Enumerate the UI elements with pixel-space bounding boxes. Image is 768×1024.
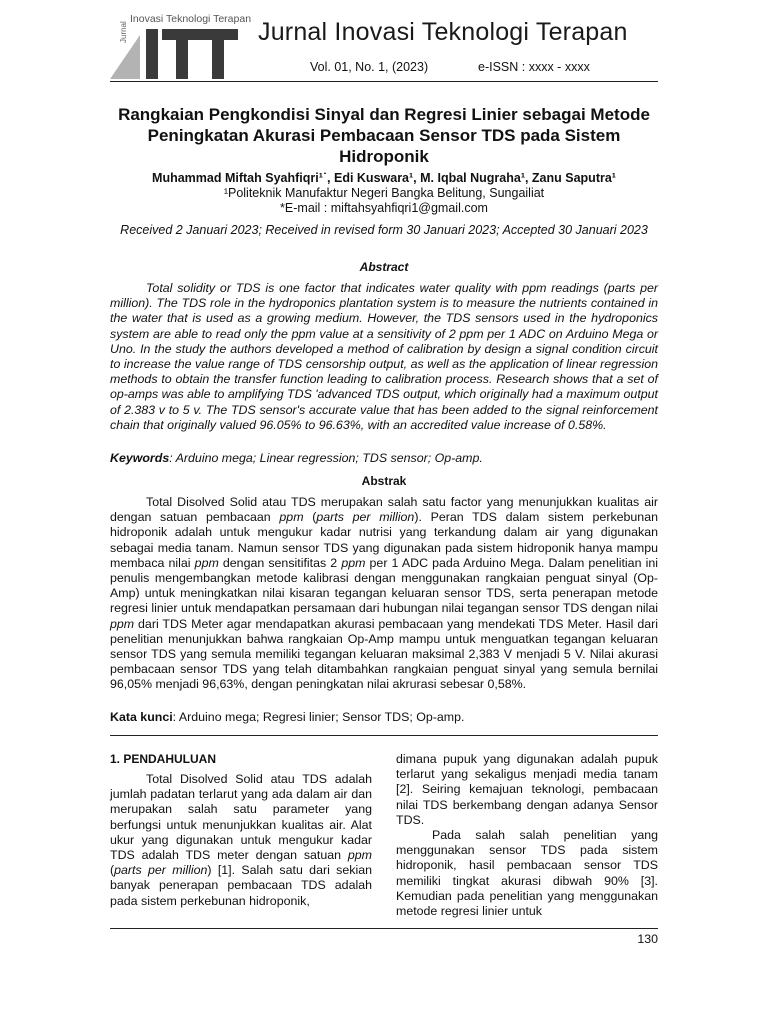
section-heading-pendahuluan: 1. PENDAHULUAN (110, 752, 217, 766)
header-divider (110, 81, 658, 82)
intro-paragraph-3: Pada salah salah penelitian yang menggunakan sensor TDS pada sistem hidroponik, hasil pembacaan sensor TDS memiliki tingkat akurasi dibwah 90% [3]. Kemudian pada penelitian yang menggunakan metode regresi linier untuk (396, 828, 658, 919)
logo-small-title: Inovasi Teknologi Terapan (130, 13, 252, 25)
keywords-en (110, 451, 658, 466)
received-dates: Received 2 Januari 2023; Received in revised form 30 Januari 2023; Accepted 30 Januari 2023 (120, 223, 648, 237)
journal-name: Jurnal Inovasi Teknologi Terapan (258, 18, 628, 46)
abstrak-text: Total Disolved Solid atau TDS merupakan salah satu factor yang menunjukkan kualitas air dengan satuan pembacaan ppm (parts per million). Peran TDS dalam sistem perkebunan hidroponik adalah untuk mengukur kadar nutrisi yang terkandung dalam air yang digunakan sebagai media tanam. Namun sensor TDS yang digunakan pada sistem hidroponik hanya mampu membaca nilai ppm dengan sensitifitas 2 ppm per 1 ADC pada Arduino Mega. Dalam penelitian ini penulis mengembangkan metode kalibrasi dengan menggunakan rangkaian penguat sinyal (Op-Amp) untuk meningkatkan nilai kisaran tegangan keluaran sensor TDS, serta penerapan metode regresi linier untuk mendapatkan persamaan dari hubungan nilai tegangan sensor TDS dengan nilai ppm dari TDS Meter agar mendapatkan akurasi pembacaan yang mendekati TDS Meter. Hasil dari penelitian menunjukkan bahwa rangkaian Op-Amp mampu untuk menguatkan tegangan keluaran sensor TDS yang semula memiliki tegangan keluaran maksimal 2,383 V menjadi 5 V. Nilai akurasi pembacaan sensor TDS yang telah ditambahkan rangkaian penguat sinyal yang semula bernilai 96,05% menjadi 96,63%, dengan peningkatan nilai akrurasi sebesar 0,58%. (110, 495, 658, 692)
keywords-label: Keywords (110, 451, 170, 465)
affiliation-block (110, 186, 658, 216)
affiliation: ¹Politeknik Manufaktur Negeri Bangka Belitung, Sungailiat (223, 186, 545, 200)
right-column (396, 752, 658, 919)
article-authors: Muhammad Miftah Syahfiqri¹˙, Edi Kuswara¹, M. Iqbal Nugraha¹, Zanu Saputra¹ (152, 171, 616, 185)
itt-logo-mark (110, 25, 250, 79)
logo-vertical-text: Jurnal (119, 21, 128, 43)
page-number: 130 (637, 932, 658, 946)
intro-paragraph-2: dimana pupuk yang digunakan adalah pupuk terlarut yang sekaligus menjadi media tanam [2]. Seiring kemajuan teknologi, pembacaan nilai TDS berkembang dengan adanya Sensor TDS. (396, 752, 658, 827)
volume-info: Vol. 01, No. 1, (2023) (310, 60, 429, 74)
keywords-id (110, 710, 658, 725)
abstrak-heading: Abstrak (361, 474, 407, 488)
abstract-text: Total solidity or TDS is one factor that indicates water quality with ppm readings (parts per million). The TDS role in the hydroponics plantation system is to measure the nutrients contained in the water that is used as a growing medium. However, the TDS sensors used in the hydroponics system are able to read only the ppm value at a sensitivity of 2 ppm per 1 ADC on Arduino Mega or Uno. In the study the authors developed a method of calibration by design a signal condition circuit to increase the value range of TDS censorship output, as well as the application of linear regression methods to obtain the transfer function leading to calibration process. Research shows that a set of op-amps was able to amplifying TDS 'advanced TDS output, which originally had a maximum output of 2.383 v to 5 v. The TDS sensor's accurate value that has been added to the signal reinforcement chain that originally valued 96.05% to 96.63%, with an accredited value increase of 0.58%. (110, 281, 658, 432)
kata-kunci-list: : Arduino mega; Regresi linier; Sensor TDS; Op-amp. (172, 710, 465, 724)
section-divider (110, 735, 658, 736)
abstract-heading: Abstract (359, 260, 409, 274)
footer-divider (110, 928, 658, 929)
issn-info: e-ISSN : xxxx - xxxx (478, 60, 590, 74)
journal-logo (110, 13, 250, 79)
left-column (110, 752, 372, 909)
article-title: Rangkaian Pengkondisi Sinyal dan Regresi Linier sebagai Metode Peningkatan Akurasi Pembacaan Sensor TDS pada Sistem Hidroponik (118, 105, 650, 166)
kata-kunci-label: Kata kunci (110, 710, 173, 724)
intro-paragraph-1: Total Disolved Solid atau TDS adalah jumlah padatan terlarut yang ada dalam air dan merupakan salah satu parameter yang berfungsi untuk menunjukkan kualitas air. Alat ukur yang digunakan untuk mengukur kadar TDS adalah TDS meter dengan satuan ppm (parts per million) [1]. Salah satu dari sekian banyak penerapan pembacaan TDS adalah pada sistem perkebunan hidroponik, (110, 772, 372, 908)
author-email: *E-mail : miftahsyahfiqri1@gmail.com (280, 201, 488, 215)
keywords-list: : Arduino mega; Linear regression; TDS sensor; Op-amp. (169, 451, 483, 465)
